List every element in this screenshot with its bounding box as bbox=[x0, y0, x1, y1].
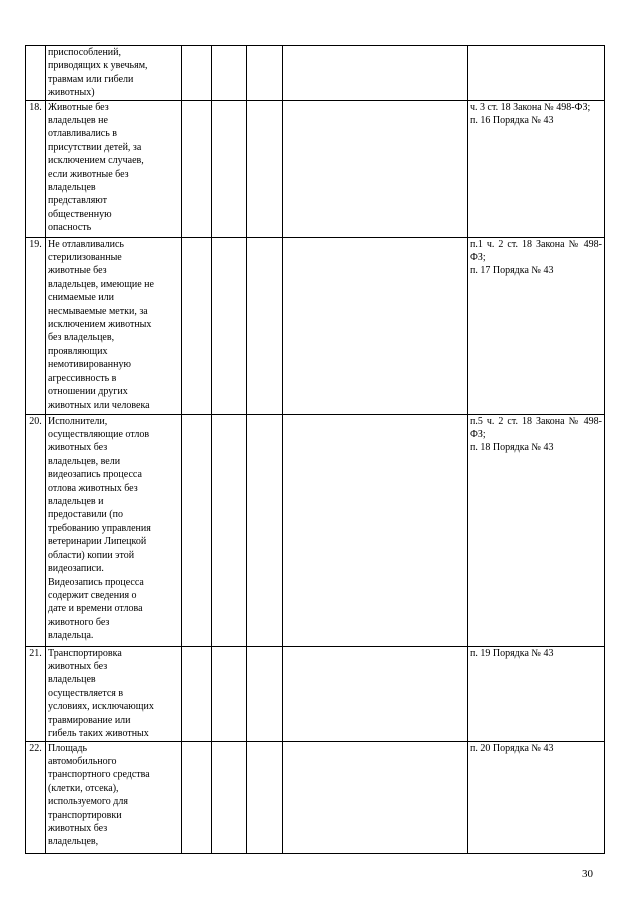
table-row bbox=[26, 237, 605, 414]
row-number: 20. bbox=[26, 414, 46, 646]
row-number: 18. bbox=[26, 100, 46, 237]
table-row bbox=[26, 100, 605, 237]
requirement-cell: Не отлавливались стерилизованные животные без владельцев, имеющие не снимаемые или несмываемые метки, за исключением животных без владельцев, проявляющих немотивированную агрессивность в отношении других животных или человека bbox=[46, 237, 182, 414]
not-applicable-cell bbox=[247, 46, 283, 101]
not-applicable-cell bbox=[247, 414, 283, 646]
legal-reference-cell bbox=[468, 46, 605, 101]
not-applicable-cell bbox=[247, 646, 283, 741]
row-number: 22. bbox=[26, 741, 46, 853]
legal-reference-cell: п. 19 Порядка № 43 bbox=[468, 646, 605, 741]
table-row bbox=[26, 46, 605, 101]
requirement-cell: Животные без владельцев не отлавливались в присутствии детей, за исключением случаев, если животные без владельцев представляют общественную опасность bbox=[46, 100, 182, 237]
answer-no-cell bbox=[212, 741, 247, 853]
answer-yes-cell bbox=[182, 237, 212, 414]
answer-no-cell bbox=[212, 100, 247, 237]
requirement-cell: приспособлений, приводящих к увечьям, травмам или гибели животных) bbox=[46, 46, 182, 101]
legal-reference-cell: ч. 3 ст. 18 Закона № 498-ФЗ; п. 16 Порядка № 43 bbox=[468, 100, 605, 237]
checklist-table bbox=[25, 45, 605, 854]
answer-no-cell bbox=[212, 46, 247, 101]
table-row bbox=[26, 646, 605, 741]
not-applicable-cell bbox=[247, 741, 283, 853]
comment-cell bbox=[283, 237, 468, 414]
answer-no-cell bbox=[212, 646, 247, 741]
answer-yes-cell bbox=[182, 646, 212, 741]
answer-yes-cell bbox=[182, 741, 212, 853]
comment-cell bbox=[283, 414, 468, 646]
answer-yes-cell bbox=[182, 414, 212, 646]
answer-no-cell bbox=[212, 414, 247, 646]
row-number: 21. bbox=[26, 646, 46, 741]
legal-reference-cell: п.1 ч. 2 ст. 18 Закона № 498-ФЗ; п. 17 Порядка № 43 bbox=[468, 237, 605, 414]
row-number: 19. bbox=[26, 237, 46, 414]
not-applicable-cell bbox=[247, 237, 283, 414]
not-applicable-cell bbox=[247, 100, 283, 237]
comment-cell bbox=[283, 46, 468, 101]
requirement-cell: Исполнители, осуществляющие отлов животных без владельцев, вели видеозапись процесса отлова животных без владельцев и предоставили (по требованию управления ветеринарии Липецкой области) копии этой видеозаписи. Видеозапись процесса содержит сведения о дате и времени отлова животного без владельца. bbox=[46, 414, 182, 646]
requirement-cell: Площадь автомобильного транспортного средства (клетки, отсека), используемого для транспортировки животных без владельцев, bbox=[46, 741, 182, 853]
comment-cell bbox=[283, 100, 468, 237]
comment-cell bbox=[283, 741, 468, 853]
table-row bbox=[26, 414, 605, 646]
table-row bbox=[26, 741, 605, 853]
legal-reference-cell: п. 20 Порядка № 43 bbox=[468, 741, 605, 853]
requirement-cell: Транспортировка животных без владельцев осуществляется в условиях, исключающих травмирование или гибель таких животных bbox=[46, 646, 182, 741]
answer-no-cell bbox=[212, 237, 247, 414]
page-number: 30 bbox=[582, 868, 593, 880]
comment-cell bbox=[283, 646, 468, 741]
answer-yes-cell bbox=[182, 46, 212, 101]
answer-yes-cell bbox=[182, 100, 212, 237]
row-number bbox=[26, 46, 46, 101]
legal-reference-cell: п.5 ч. 2 ст. 18 Закона № 498-ФЗ; п. 18 Порядка № 43 bbox=[468, 414, 605, 646]
